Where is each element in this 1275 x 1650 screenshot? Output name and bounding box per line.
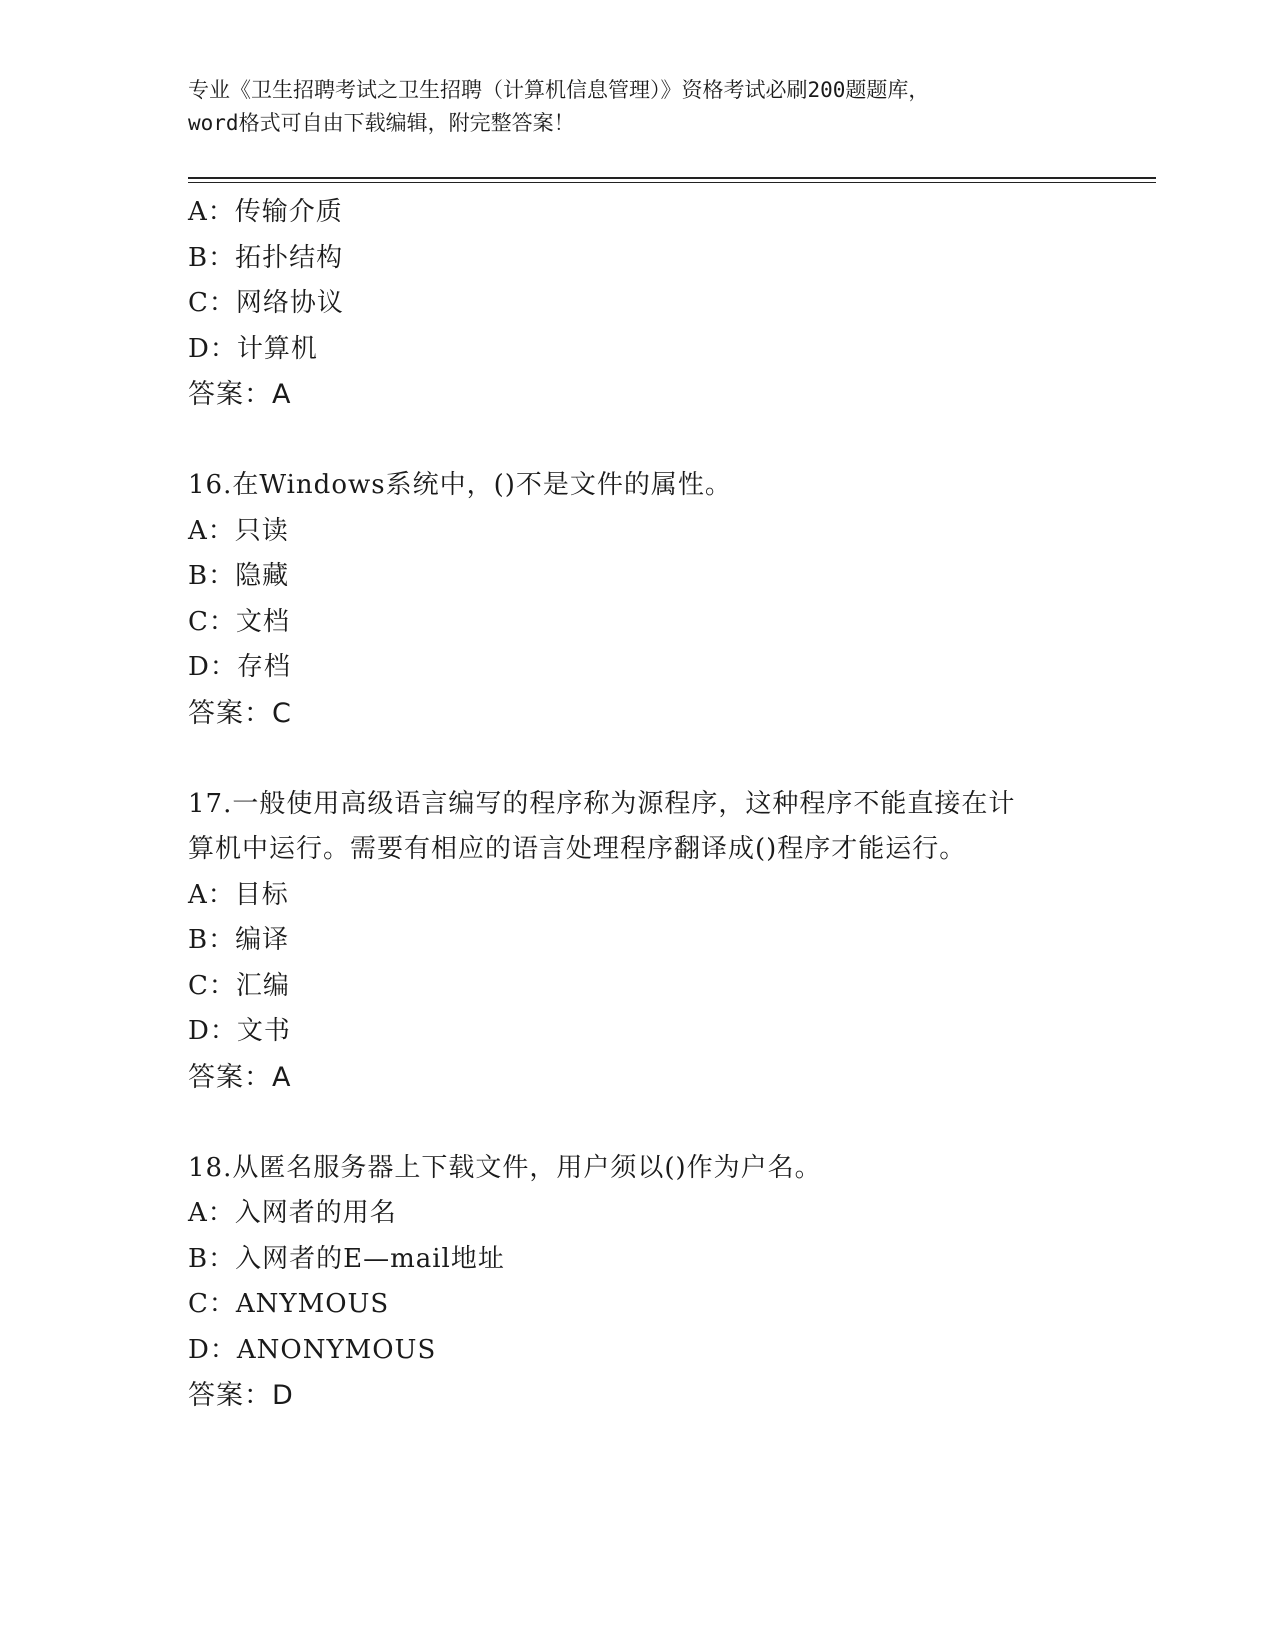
spacer bbox=[188, 1100, 1088, 1146]
option-a: A：目标 bbox=[188, 879, 289, 910]
header-line-2: word格式可自由下载编辑，附完整答案！ bbox=[188, 111, 575, 135]
option-c: C：ANYMOUS bbox=[188, 1289, 390, 1319]
question-stem-continued: 算机中运行。需要有相应的语言处理程序翻译成()程序才能运行。 bbox=[188, 834, 967, 864]
question-block-16 bbox=[188, 463, 1088, 736]
option-a: A：只读 bbox=[188, 515, 289, 546]
option-d: D：文书 bbox=[188, 1016, 291, 1046]
option-a: A：传输介质 bbox=[188, 197, 343, 227]
answer-line: 答案：D bbox=[188, 1380, 294, 1411]
option-c: C：汇编 bbox=[188, 970, 290, 1001]
option-b: B：拓扑结构 bbox=[188, 242, 344, 273]
question-block-17 bbox=[188, 782, 1088, 1101]
question-stem: 17.一般使用高级语言编写的程序称为源程序，这种程序不能直接在计 bbox=[188, 788, 1016, 819]
spacer bbox=[188, 736, 1088, 782]
option-d: D：存档 bbox=[188, 652, 291, 682]
option-c: C：文档 bbox=[188, 606, 290, 637]
document-header bbox=[188, 74, 1088, 140]
option-c: C：网络协议 bbox=[188, 288, 344, 318]
document-body bbox=[188, 190, 1088, 1419]
header-line-1: 专业《卫生招聘考试之卫生招聘（计算机信息管理）》资格考试必刷200题题库， bbox=[188, 78, 930, 102]
option-b: B：编译 bbox=[188, 925, 290, 955]
question-block-prev bbox=[188, 190, 1088, 418]
option-b: B：隐藏 bbox=[188, 561, 290, 591]
answer-line: 答案：A bbox=[188, 379, 292, 410]
option-d: D：计算机 bbox=[188, 333, 318, 364]
question-stem: 16.在Windows系统中，()不是文件的属性。 bbox=[188, 470, 732, 500]
question-stem: 18.从匿名服务器上下载文件，用户须以()作为户名。 bbox=[188, 1152, 822, 1183]
option-d: D：ANONYMOUS bbox=[188, 1334, 437, 1365]
option-b: B：入网者的E—mail地址 bbox=[188, 1243, 505, 1274]
option-a: A：入网者的用名 bbox=[188, 1198, 397, 1228]
header-divider bbox=[188, 177, 1156, 183]
spacer bbox=[188, 418, 1088, 464]
question-block-18 bbox=[188, 1146, 1088, 1419]
answer-line: 答案：A bbox=[188, 1061, 292, 1093]
answer-line: 答案：C bbox=[188, 697, 292, 729]
